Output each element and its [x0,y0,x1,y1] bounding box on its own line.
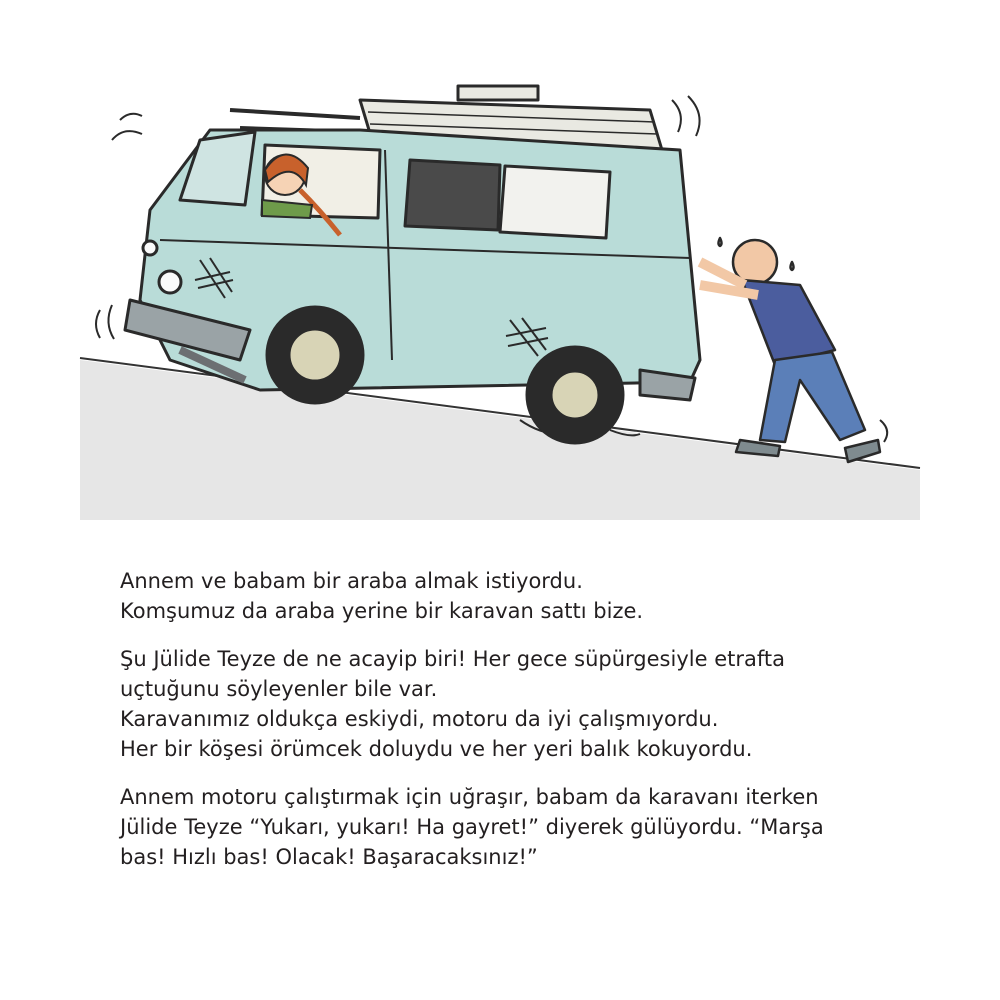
story-text [120,566,940,890]
story-line: Şu Jülide Teyze de ne acayip biri! Her gece süpürgesiyle etrafta [120,647,785,671]
story-line: Jülide Teyze “Yukarı, yukarı! Ha gayret!” diyerek gülüyordu. “Marşa [120,815,824,839]
story-line: Annem motoru çalıştırmak için uğraşır, babam da karavanı iterken [120,785,819,809]
story-paragraph [120,644,940,764]
story-paragraph [120,782,940,872]
story-line: Karavanımız oldukça eskiydi, motoru da iyi çalışmıyordu. [120,707,719,731]
story-line: Komşumuz da araba yerine bir karavan sattı bize. [120,599,644,623]
story-line: Her bir köşesi örümcek doluydu ve her yeri balık kokuyordu. [120,737,753,761]
story-line: uçtuğunu söyleyenler bile var. [120,677,438,701]
story-paragraph [120,566,940,626]
story-line: Annem ve babam bir araba almak istiyordu. [120,569,583,593]
man-pushing [700,238,880,462]
story-line: bas! Hızlı bas! Olacak! Başaracaksınız!” [120,845,538,869]
